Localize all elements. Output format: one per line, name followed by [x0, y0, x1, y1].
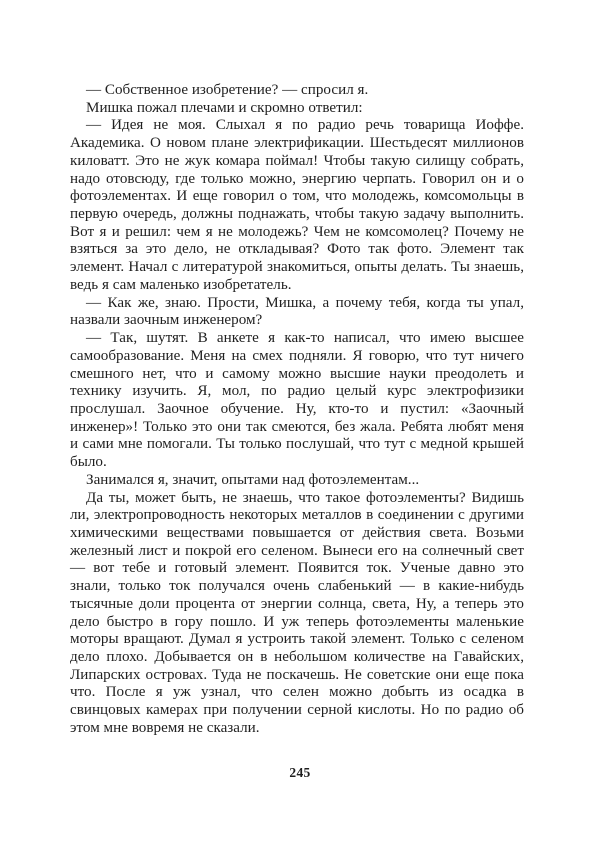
page-text-body — [70, 82, 524, 738]
paragraph: — Идея не моя. Слыхал я по радио речь товарища Иоффе. Академика. О новом плане электрификации. Шестьдесят миллионов киловатт. Это не жук комара поймал! Чтобы такую силищу собрать, надо отовсюду, где только можно, энергию черпать. Говорил он и о фотоэлементах. И еще говорил о том, что молодежь, комсомольцы в первую очередь, должны поднажать, чтобы такую задачу выполнить. Вот я и решил: чем я не молодежь? Чем не комсомолец? Почему не взяться за это дело, не откладывая? Фото так фото. Элемент так элемент. Начал с литературой знакомиться, опыты делать. Ты знаешь, ведь я сам маленько изобретатель. — [70, 117, 524, 293]
paragraph: Да ты, может быть, не знаешь, что такое фотоэлементы? Видишь ли, электропроводность некоторых металлов в соединении с другими химическими веществами повышается от действия света. Возьми железный лист и покрой его селеном. Вынеси его на солнечный свет — вот тебе и готовый элемент. Появится ток. Ученые давно это знали, только ток получался очень слабенький — в какие-нибудь тысячные доли процента от энергии солнца, света, Ну, а теперь это дело быстро в гору пошло. И уж теперь фотоэлементы маленькие моторы вращают. Думал я устроить такой элемент. Только с селеном дело плохо. Добывается он в небольшом количестве на Гавайских, Липарских островах. Туда не поскачешь. Не советские они еще пока что. После я уж узнал, что селен можно добыть из осадка в свинцовых камерах при получении серной кислоты. Но по радио об этом мне вовремя не сказали. — [70, 489, 524, 736]
paragraph: Занимался я, значит, опытами над фотоэлементам... — [86, 471, 420, 488]
paragraph: — Собственное изобретение? — спросил я. — [86, 82, 369, 98]
paragraph: Мишка пожал плечами и скромно ответил: — [86, 99, 363, 116]
paragraph: — Так, шутят. В анкете я как-то написал, что имею высшее самообразование. Меня на смех подняли. Я говорю, что тут ничего смешного нет, что и самому можно высшие науки преодолеть и технику изучить. Я, мол, по радио целый курс электрофизики прослушал. Заочное обучение. Ну, кто-то и пустил: «Заочный инженер»! Только это они так смеются, без жала. Ребята любят меня и сами мне помогали. Ты только послушай, что тут с медной крышей было. — [70, 330, 524, 471]
page-number: 245 — [289, 765, 311, 780]
paragraph: — Как же, знаю. Прости, Мишка, а почему тебя, когда ты упал, назвали заочным инженером? — [70, 294, 524, 329]
